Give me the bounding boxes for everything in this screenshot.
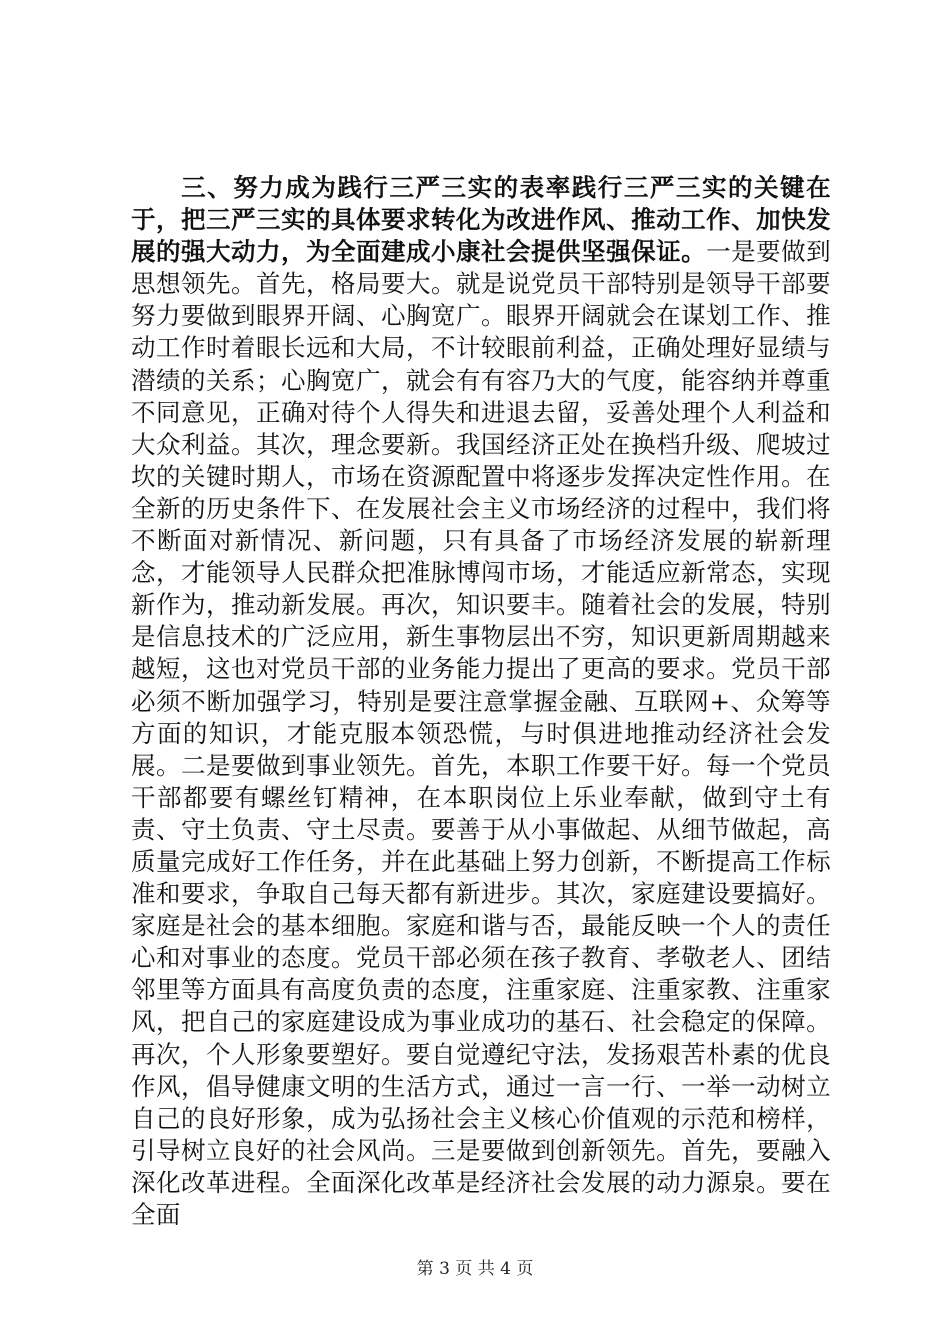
paragraph-body-text: 一是要做到思想领先。首先，格局要大。就是说党员干部特别是领导干部要努力要做到眼界开阔、心胸宽广。眼界开阔就会在谋划工作、推动工作时着眼长远和大局，不计较眼前利益，正确处理好显绩与潜绩的关系；心胸宽广，就会有有容乃大的气度，能容纳并尊重不同意见，正确对待个人得失和进退去留，妥善处理个人利益和大众利益。其次，理念要新。我国经济正处在换档升级、爬坡过坎的关键时期人，市场在资源配置中将逐步发挥决定性作用。在全新的历史条件下、在发展社会主义市场经济的过程中，我们将不断面对新情况、新问题，只有具备了市场经济发展的崭新理念，才能领导人民群众把准脉博闯市场，才能适应新常态，实现新作为，推动新发展。再次，知识要丰。随着社会的发展，特别是信息技术的广泛应用，新生事物层出不穷，知识更新周期越来越短，这也对党员干部的业务能力提出了更高的要求。党员干部必须不断加强学习，特别是要注意掌握金融、互联网+、众筹等方面的知识，才能克服本领恐慌，与时俱进地推动经济社会发展。二是要做到事业领先。首先，本职工作要干好。每一个党员干部都要有螺丝钉精神，在本职岗位上乐业奉献，做到守土有责、守土负责、守土尽责。要善于从小事做起、从细节做起，高质量完成好工作任务，并在此基础上努力创新，不断提高工作标准和要求，争取自己每天都有新进步。其次，家庭建设要搞好。家庭是社会的基本细胞。家庭和谐与否，最能反映一个人的责任心和对事业的态度。党员干部必须在孩子教育、孝敬老人、团结邻里等方面具有高度负责的态度，注重家庭、注重家教、注重家风，把自己的家庭建设成为事业成功的基石、社会稳定的保障。再次，个人形象要塑好。要自觉遵纪守法，发扬艰苦朴素的优良作风，倡导健康文明的生活方式，通过一言一行、一举一动树立自己的良好形象，成为弘扬社会主义核心价值观的示范和榜样，引导树立良好的社会风尚。三是要做到创新领先。首先，要融入深化改革进程。全面深化改革是经济社会发展的动力源泉。要在全面	[131, 237, 832, 1229]
section-heading-sentence: 三、努力成为践行三严三实的表率践行三严三实的关键在于，把三严三实的具体要求转化为改进作风、推动工作、加快发展的强大动力，为全面建成小康社会提供坚强保证。	[131, 173, 831, 267]
body-paragraph	[131, 172, 831, 1231]
page-number-footer: 第 3 页 共 4 页	[416, 1259, 534, 1279]
